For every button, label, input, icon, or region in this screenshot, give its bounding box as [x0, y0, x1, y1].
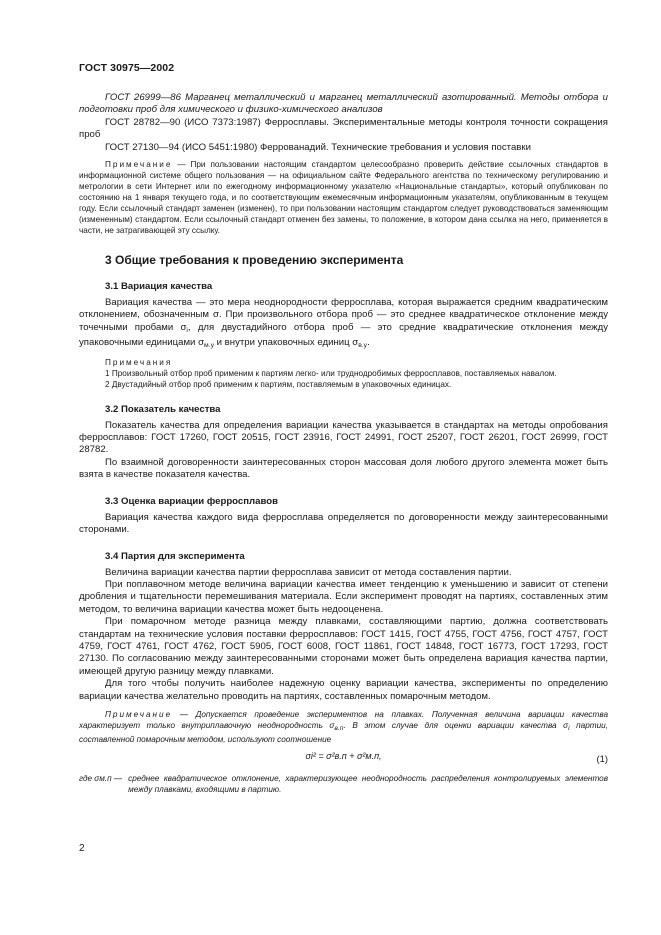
note-1: 1 Произвольный отбор проб применим к партиям легко- или труднодробимых ферросплавов, поставляемых навалом.: [105, 368, 557, 378]
section-3-4-paragraph-4: Для того чтобы получить наиболее надежную оценку вариации качества, эксперименты по определению вариации качества желательно проводить на партиях, составленных помарочным методом.: [79, 678, 608, 702]
section-3-2-title: 3.2 Показатель качества: [105, 403, 221, 415]
ref-gost-id: ГОСТ 28782—90: [105, 116, 181, 128]
section-3-3-paragraph: Вариация качества каждого вида ферросплава определяется по договоренности между заинтересованными сторонами.: [79, 511, 608, 536]
subscript: в.у: [358, 342, 368, 350]
text-run: . В этом случае для оценки вариации качества σ: [343, 720, 569, 730]
ref-26999: [79, 92, 608, 117]
text-run: — Допускается проведение экспериментов на плавках. Полученная величина вариации качества характеризует только внутриплавочную неоднородность σ: [79, 709, 608, 730]
page-content: [79, 92, 608, 795]
text-run: , для двустадийного отбора проб — это средние квадратические отклонения между упаковочными единицами σ: [79, 321, 608, 349]
where-symbol: где σм.п —: [79, 773, 123, 783]
references-note: [79, 159, 608, 236]
text-run: .: [367, 337, 370, 349]
section-3-4-paragraph-3: При помарочном методе разница между плавками, составляющими партию, должна соответствовать стандартам на технические условия поставки ферросплавов: ГОСТ 1415, ГОСТ 4755, ГОСТ 4756, ГОСТ 4757, ГОСТ 4759, ГОСТ 4761, ГОСТ 4762, ГОСТ 5905, ГОСТ 6008, ГОСТ 11861, ГОСТ 14848, ГОСТ 16773, ГОСТ 17293, ГОСТ 27130. По согласованию между заинтересованными сторонами может быть определена вариация качества партии, имеющей другую разницу между плавками.: [79, 616, 608, 677]
section-3-2-paragraph-2: По взаимной договоренности заинтересованных сторон массовая доля любого другого элемента может быть взята в качестве показателя качества.: [79, 456, 608, 481]
text-run: партии, составленной помарочным методом, используют соотношение: [79, 720, 608, 744]
document-header: ГОСТ 30975—2002: [79, 62, 175, 74]
section-3-title: 3 Общие требования к проведению эксперимента: [105, 253, 404, 268]
subscript: i: [186, 326, 188, 334]
ref-28782: [79, 117, 608, 142]
ref-title: (ИСО 5451:1980) Феррованадий. Технические требования и условия поставки: [179, 141, 531, 153]
formula-explanation: [79, 773, 608, 795]
formula-expression: σi² = σ²в.п + σ²м.п,: [305, 750, 382, 761]
note-text: — При пользовании настоящим стандартом целесообразно проверить действие ссылочных стандартов в информационной системе общего пользования — на официальном сайте Федерального агентства по техническому регулированию и метрологии в сети Интернет или по ежегодному информационному указателю «Национальные стандарты», который опубликован по состоянию на 1 января текущего года, и по соответствующим ежемесячным информационным указателям, опубликованным в текущем году. Если ссылочный стандарт заменен (изменен), то при пользовании настоящим стандартом следует руководствоваться заменяющим (измененным) стандартом. Если ссылочный стандарт отменен без замены, то положение, в котором дана ссылка на него, применяется в части, не затрагивающей эту ссылку.: [79, 160, 608, 236]
section-3-2-paragraph-1: Показатель качества для определения вариации качества указывается в стандартах на методы опробования ферросплавов: ГОСТ 17260, ГОСТ 20515, ГОСТ 23916, ГОСТ 24991, ГОСТ 25207, ГОСТ 26201, ГОСТ 26999, ГОСТ 28782.: [79, 419, 608, 456]
ref-gost-id: ГОСТ 27130—94: [105, 141, 180, 153]
formula-number: (1): [596, 752, 608, 764]
section-3-1-title: 3.1 Вариация качества: [105, 281, 213, 293]
subscript: м.у: [204, 342, 214, 350]
text-run: Вариация качества — это мера неоднородности ферросплава, которая выражается средним квадратическим отклонением, обозначенным σ. При произвольного отбора проб — это среднее квадратическое отклонение между точечными пробами σ: [79, 297, 608, 333]
text-run: и внутри упаковочных единиц σ: [213, 337, 359, 349]
section-3-4-paragraph-1: Величина вариации качества партии ферросплава зависит от метода составления партии.: [105, 566, 512, 578]
formula-1: [79, 749, 608, 771]
ref-gost-id: ГОСТ 26999—86: [105, 92, 181, 103]
subscript: i: [568, 724, 570, 732]
where-definition: среднее квадратическое отклонение, характеризующее неоднородность распределения контролируемых элементов между плавками, входящими в партию.: [128, 773, 608, 794]
ref-27130: [79, 142, 608, 154]
section-3-1-paragraph: [79, 297, 608, 353]
note-label: Примечание: [105, 160, 173, 170]
ref-title: Марганец металлический и марганец металлический азотированный. Методы отбора и подготовки проб для химического и физико-химического анализов: [79, 92, 608, 116]
subscript: в.п: [334, 724, 344, 732]
ref-title: (ИСО 7373:1987) Ферросплавы. Экспериментальные методы контроля точности сокращения проб: [79, 116, 608, 141]
note-2: 2 Двустадийный отбор проб применим к партиям, поставляемым в упаковочных единицах.: [105, 379, 452, 389]
section-3-4-note: [79, 709, 608, 745]
notes-label: Примечания: [105, 357, 173, 367]
page-number: 2: [79, 843, 85, 854]
note-label: Примечание: [105, 709, 173, 719]
section-3-4-paragraph-2: При поплавочном методе величина вариации качества имеет тенденцию к уменьшению и зависит от степени дробления и тщательности перемешивания материала. Если эксперимент проводят на партиях, составленных этим методом, то величина вариации качества может быть недооценена.: [79, 578, 608, 615]
section-3-4-title: 3.4 Партия для эксперимента: [105, 550, 245, 562]
section-3-3-title: 3.3 Оценка вариации ферросплавов: [105, 495, 279, 507]
